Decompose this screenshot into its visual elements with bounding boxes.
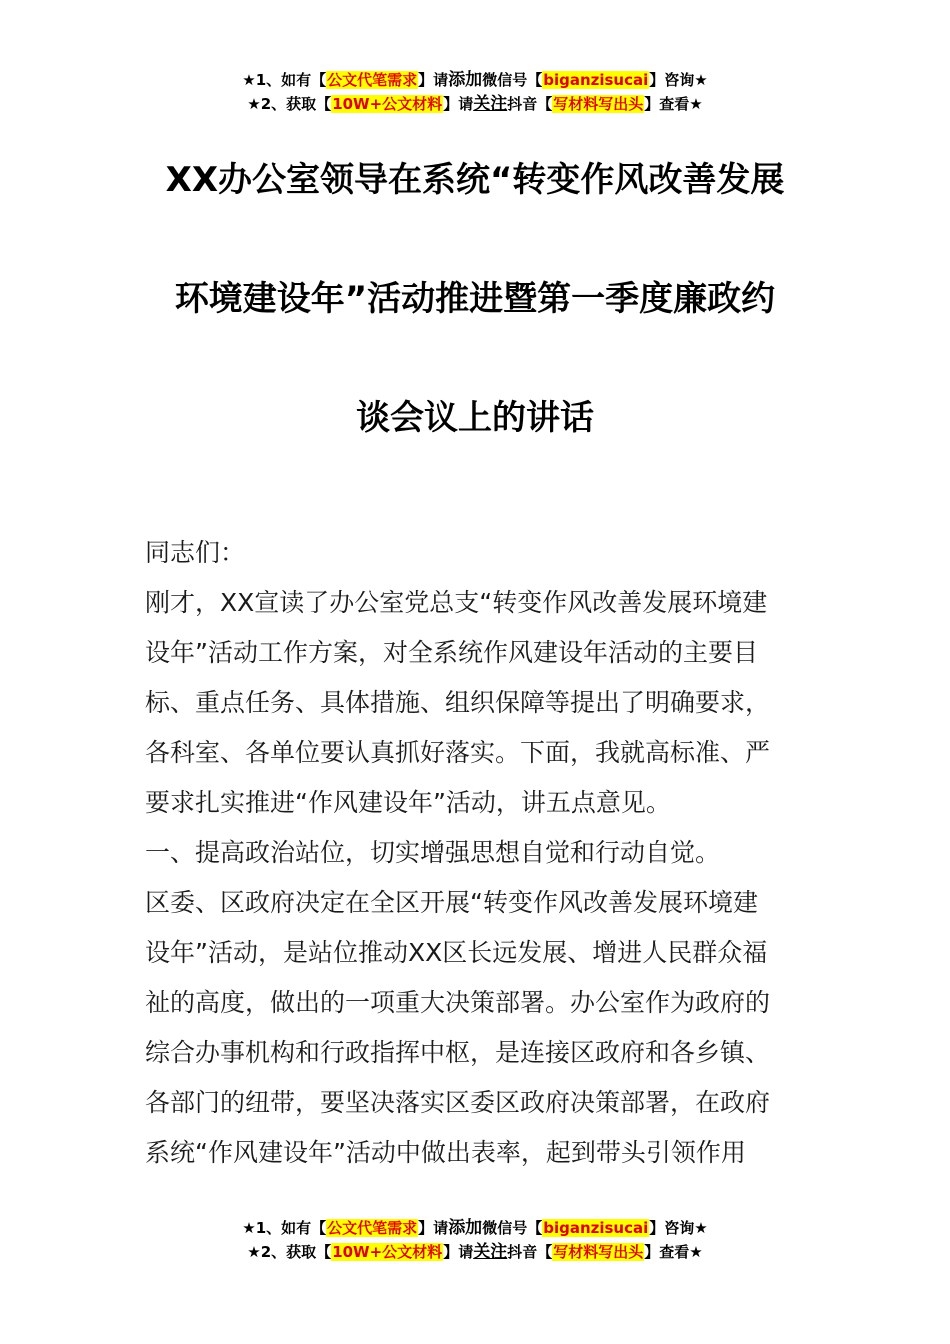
header-banner <box>0 68 950 116</box>
banner-emphasis: 添加 <box>448 1218 483 1238</box>
banner-text: 】查看★ <box>644 1243 703 1261</box>
banner-highlight: 写材料写出头 <box>553 95 644 113</box>
banner-emphasis: 添加 <box>448 70 483 90</box>
banner-text: 抖音【 <box>507 95 553 113</box>
body-line: 设年”活动工作方案，对全系统作风建设年活动的主要目 <box>145 638 758 667</box>
body-line: 各部门的纽带，要坚决落实区委区政府决策部署，在政府 <box>145 1088 771 1117</box>
banner-line-2 <box>0 1240 950 1264</box>
banner-text: ★2、获取【 <box>247 1243 332 1261</box>
banner-text: 】咨询★ <box>649 1219 708 1237</box>
body-line: 要求扎实推进“作风建设年”活动，讲五点意见。 <box>145 788 671 817</box>
banner-text: 】请 <box>443 1243 474 1261</box>
body-line: 设年”活动，是站位推动XX区长远发展、增进人民群众福 <box>145 938 768 967</box>
body-line: 标、重点任务、具体措施、组织保障等提出了明确要求， <box>145 688 771 717</box>
banner-highlight: 公文代笔需求 <box>327 1219 418 1237</box>
banner-emphasis: 关注 <box>473 94 508 114</box>
banner-highlight: 公文代笔需求 <box>327 71 418 89</box>
banner-line-1 <box>0 68 950 92</box>
banner-line-2 <box>0 92 950 116</box>
banner-text: 】请 <box>443 95 474 113</box>
body-line: 区委、区政府决定在全区开展“转变作风改善发展环境建 <box>145 888 758 917</box>
document-title-line-1: XX办公室领导在系统“转变作风改善发展 <box>165 160 785 200</box>
banner-text: 】请 <box>418 1219 449 1237</box>
banner-highlight: biganzisucai <box>543 71 649 89</box>
banner-text: 抖音【 <box>507 1243 553 1261</box>
banner-text: ★1、如有【 <box>242 1219 327 1237</box>
body-line: 综合办事机构和行政指挥中枢，是连接区政府和各乡镇、 <box>145 1038 771 1067</box>
body-line: 祉的高度，做出的一项重大决策部署。办公室作为政府的 <box>145 988 771 1017</box>
document-title-line-2: 环境建设年”活动推进暨第一季度廉政约 <box>174 279 776 319</box>
banner-line-1 <box>0 1216 950 1240</box>
banner-highlight: 10W+公文材料 <box>332 95 443 113</box>
document-title-line-3: 谈会议上的讲话 <box>356 398 594 438</box>
banner-emphasis: 关注 <box>473 1242 508 1262</box>
document-body <box>145 528 810 1178</box>
banner-highlight: 10W+公文材料 <box>332 1243 443 1261</box>
banner-text: 】查看★ <box>644 95 703 113</box>
body-line: 系统“作风建设年”活动中做出表率，起到带头引领作用 <box>145 1138 746 1167</box>
footer-banner <box>0 1216 950 1264</box>
banner-text: 微信号【 <box>482 1219 543 1237</box>
banner-text: 】请 <box>418 71 449 89</box>
body-line: 同志们： <box>145 538 246 567</box>
banner-highlight: 写材料写出头 <box>553 1243 644 1261</box>
body-line: 各科室、各单位要认真抓好落实。下面，我就高标准、严 <box>145 738 771 767</box>
banner-text: 】咨询★ <box>649 71 708 89</box>
section-heading: 一、提高政治站位，切实增强思想自觉和行动自觉。 <box>145 838 721 867</box>
banner-text: ★2、获取【 <box>247 95 332 113</box>
banner-highlight: biganzisucai <box>543 1219 649 1237</box>
body-line: 刚才，XX宣读了办公室党总支“转变作风改善发展环境建 <box>145 588 768 617</box>
banner-text: ★1、如有【 <box>242 71 327 89</box>
banner-text: 微信号【 <box>482 71 543 89</box>
